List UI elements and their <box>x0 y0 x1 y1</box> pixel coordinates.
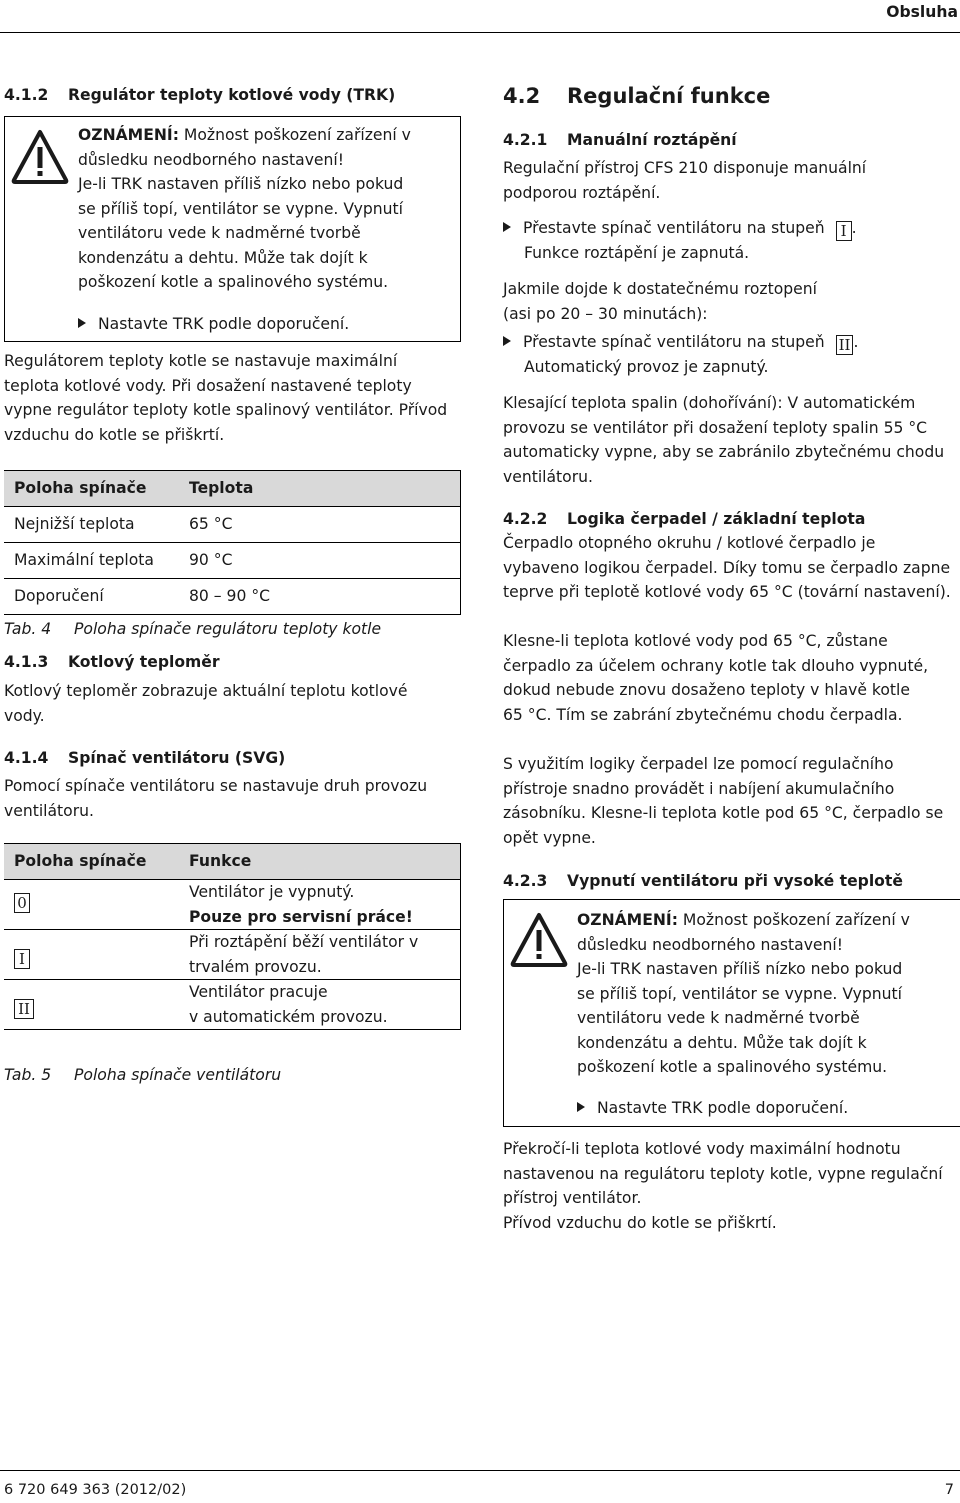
notice-line: Možnost poškození zařízení v <box>677 911 910 929</box>
section-title: Vypnutí ventilátoru při vysoké teplotě <box>567 872 903 890</box>
caption-text: Poloha spínače regulátoru teploty kotle <box>74 620 382 638</box>
body-paragraph: Kotlový teploměr zobrazuje aktuální teplotu kotlové vody. <box>4 682 408 725</box>
body-paragraph: Klesající teplota spalin (dohořívání): V automatickém provozu se ventilátor při dosažení teploty spalin 55 °C automaticky vypne, aby se zabránilo zbytečnému chodu ventilátoru. <box>503 394 945 486</box>
table-cell: Doporučení <box>4 579 179 615</box>
table-row <box>4 980 461 1030</box>
table-cell: Maximální teplota <box>4 543 179 579</box>
notice-box <box>4 116 461 342</box>
table-row <box>4 543 461 579</box>
table-tab-4 <box>4 470 461 615</box>
heading-4-2-1 <box>503 128 737 153</box>
body-paragraph: Klesne-li teplota kotlové vody pod 65 °C, zůstane čerpadlo za účelem ochrany kotle tak dlouho vypnuté, dokud nebude znovu dosaženo teploty v hlavě kotle 65 °C. Tím se zabrání zbytečnému chodu čerpadla. <box>503 632 929 724</box>
body-paragraph: S využitím logiky čerpadel lze pomocí regulačního přístroje snadno provádět i nabíjení akumulačního zásobníku. Klesne-li teplota kotle pod 65 °C, čerpadlo se opět vypne. <box>503 755 944 847</box>
switch-position-ii-icon: II <box>836 335 854 355</box>
page-number: 7 <box>944 1482 954 1498</box>
notice-line: ventilátoru vede k nadměrné tvorbě <box>577 1009 860 1027</box>
section-number: 4.1.4 <box>4 749 49 767</box>
table-row <box>4 579 461 615</box>
step-text: Přestavte spínač ventilátoru na stupeň <box>523 333 825 351</box>
table-cell: Nejnižší teplota <box>4 507 179 543</box>
doc-code: 6 720 649 363 (2012/02) <box>4 1482 187 1498</box>
table-header-cell: Poloha spínače <box>4 471 179 507</box>
notice-line: poškození kotle a spalinového systému. <box>577 1058 888 1076</box>
bullet-arrow-icon <box>577 1102 585 1112</box>
caption-number: Tab. 4 <box>4 620 52 638</box>
notice-label: OZNÁMENÍ: <box>78 126 179 144</box>
body-paragraph: Čerpadlo otopného okruhu / kotlové čerpadlo je vybaveno logikou čerpadel. Díky tomu se čerpadlo zapne teprve při teplotě kotlové vody 65 °C (tovární nastavení). <box>503 534 951 601</box>
cell-line: Při roztápění běží ventilátor v <box>189 933 419 951</box>
body-paragraph: Pomocí spínače ventilátoru se nastavuje druh provozu ventilátoru. <box>4 777 428 820</box>
step-result: Funkce roztápění je zapnutá. <box>524 244 750 262</box>
heading-4-2 <box>503 83 770 109</box>
table-caption <box>4 1063 281 1088</box>
notice-box <box>503 899 960 1127</box>
notice-action-text: Nastavte TRK podle doporučení. <box>597 1099 849 1117</box>
notice-line: ventilátoru vede k nadměrné tvorbě <box>78 224 361 242</box>
warning-triangle-icon <box>510 912 568 968</box>
table-cell: 65 °C <box>179 507 461 543</box>
section-number: 4.1.2 <box>4 86 49 104</box>
switch-position-ii-icon: II <box>14 999 34 1019</box>
notice-text <box>577 908 910 1080</box>
body-paragraph: Jakmile dojde k dostatečnému roztopení (asi po 20 – 30 minutách): <box>503 280 817 323</box>
body-paragraph: Překročí-li teplota kotlové vody maximální hodnotu nastavenou na regulátoru teploty kotle, vypne regulační přístroj ventilátor. Přívod vzduchu do kotle se přiškrtí. <box>503 1140 943 1232</box>
table-cell <box>179 880 461 930</box>
notice-line: Možnost poškození zařízení v <box>178 126 411 144</box>
section-title: Logika čerpadel / základní teplota <box>567 510 866 528</box>
warning-triangle-icon <box>11 129 69 185</box>
notice-line: důsledku neodborného nastavení! <box>577 935 843 954</box>
cell-line: Ventilátor pracuje <box>189 983 328 1001</box>
notice-line: kondenzátu a dehtu. Může tak dojít k <box>577 1033 867 1052</box>
heading-4-2-2 <box>503 507 865 532</box>
table-row <box>4 930 461 980</box>
section-title: Kotlový teploměr <box>68 653 220 671</box>
header-rule <box>0 32 960 33</box>
notice-line: důsledku neodborného nastavení! <box>78 150 344 169</box>
table-cell <box>4 980 179 1030</box>
bullet-arrow-icon <box>78 318 86 328</box>
cell-line-emphasis: Pouze pro servisní práce! <box>189 907 413 926</box>
bullet-arrow-icon <box>503 222 511 232</box>
step-result: Automatický provoz je zapnutý. <box>524 358 769 376</box>
table-cell: 80 – 90 °C <box>179 579 461 615</box>
table-row <box>4 880 461 930</box>
running-header: Obsluha <box>886 3 958 21</box>
switch-position-i-icon: I <box>14 949 30 969</box>
section-number: 4.1.3 <box>4 653 49 671</box>
table-header-row <box>4 471 461 507</box>
notice-action <box>577 1096 848 1121</box>
section-number: 4.2.2 <box>503 510 548 528</box>
action-step: Přestavte spínač ventilátoru na stupeň II . <box>503 330 858 355</box>
table-cell <box>179 980 461 1030</box>
section-title: Manuální roztápění <box>567 131 737 149</box>
heading-4-1-4 <box>4 746 285 771</box>
step-text: Přestavte spínač ventilátoru na stupeň <box>523 219 825 237</box>
section-title: Regulátor teploty kotlové vody (TRK) <box>68 86 396 104</box>
notice-label: OZNÁMENÍ: <box>577 911 678 929</box>
cell-line: trvalém provozu. <box>189 957 322 976</box>
section-title: Regulační funkce <box>567 84 771 108</box>
caption-text: Poloha spínače ventilátoru <box>74 1066 282 1084</box>
table-header-cell: Funkce <box>179 844 461 880</box>
table-header-cell: Poloha spínače <box>4 844 179 880</box>
switch-position-0-icon: 0 <box>14 893 30 913</box>
body-paragraph: Regulační přístroj CFS 210 disponuje manuální podporou roztápění. <box>503 159 867 202</box>
table-row <box>4 507 461 543</box>
notice-text <box>78 123 411 295</box>
notice-line: se příliš topí, ventilátor se vypne. Vypnutí <box>78 199 403 218</box>
action-step: Přestavte spínač ventilátoru na stupeň I . <box>503 216 857 241</box>
footer-rule <box>0 1470 960 1471</box>
table-header-row <box>4 844 461 880</box>
cell-line: v automatickém provozu. <box>189 1007 388 1026</box>
switch-position-i-icon: I <box>836 221 852 241</box>
table-cell: 90 °C <box>179 543 461 579</box>
table-caption <box>4 617 381 642</box>
notice-line: poškození kotle a spalinového systému. <box>78 273 389 291</box>
table-cell <box>179 930 461 980</box>
notice-line: Je-li TRK nastaven příliš nízko nebo pokud <box>78 175 404 193</box>
table-cell <box>4 930 179 980</box>
table-cell <box>4 880 179 930</box>
notice-line: kondenzátu a dehtu. Může tak dojít k <box>78 248 368 267</box>
notice-action-text: Nastavte TRK podle doporučení. <box>98 315 350 333</box>
heading-4-1-2 <box>4 83 395 108</box>
section-number: 4.2.1 <box>503 131 548 149</box>
body-paragraph: Regulátorem teploty kotle se nastavuje maximální teplota kotlové vody. Při dosažení nastavené teploty vypne regulátor teploty kotle spalinový ventilátor. Přívod vzduchu do kotle se přiškrtí. <box>4 352 448 444</box>
notice-line: Je-li TRK nastaven příliš nízko nebo pokud <box>577 960 903 978</box>
notice-line: se příliš topí, ventilátor se vypne. Vypnutí <box>577 984 902 1003</box>
bullet-arrow-icon <box>503 336 511 346</box>
section-number: 4.2 <box>503 84 541 108</box>
section-number: 4.2.3 <box>503 872 548 890</box>
heading-4-2-3 <box>503 869 903 894</box>
cell-line: Ventilátor je vypnutý. <box>189 883 355 901</box>
notice-action <box>78 312 349 337</box>
table-tab-5 <box>4 843 461 1030</box>
caption-number: Tab. 5 <box>4 1066 52 1084</box>
heading-4-1-3 <box>4 650 220 675</box>
section-title: Spínač ventilátoru (SVG) <box>68 749 286 767</box>
table-header-cell: Teplota <box>179 471 461 507</box>
